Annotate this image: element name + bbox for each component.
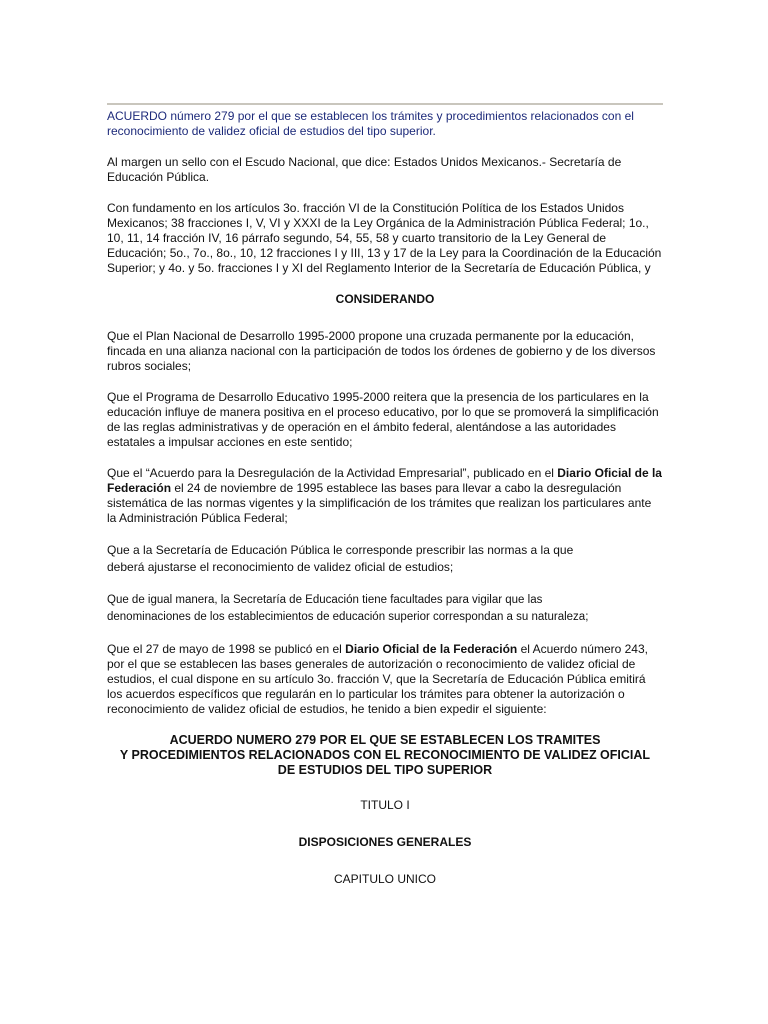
document-page bbox=[107, 103, 663, 909]
paragraph-desregulacion-after: el 24 de noviembre de 1995 establece las bases para llevar a cabo la desregulación sistemática de las normas vigentes y la simplificación de los trámites que realizan los particulares ante la Administración Pública Federal; bbox=[107, 481, 652, 525]
paragraph-mayo-bold: Diario Oficial de la Federación bbox=[345, 642, 518, 656]
paragraph-margen: Al margen un sello con el Escudo Nacional, que dice: Estados Unidos Mexicanos.- Secretaría de Educación Pública. bbox=[107, 155, 622, 184]
paragraph-igual-line1: Que de igual manera, la Secretaría de Educación tiene facultades para vigilar que las bbox=[107, 594, 543, 606]
paragraph-programa: Que el Programa de Desarrollo Educativo 1995-2000 reitera que la presencia de los particulares en la educación influye de manera positiva en el proceso educativo, por lo que se promoverá la simplificación de las reglas administrativas y de operación en el ámbito federal, alentándose a las autoridades estatales a impulsar acciones en este sentido; bbox=[107, 390, 659, 449]
main-title-line2: Y PROCEDIMIENTOS RELACIONADOS CON EL RECONOCIMIENTO DE VALIDEZ OFICIAL bbox=[119, 748, 651, 762]
paragraph-secretaria bbox=[107, 542, 663, 576]
paragraph-igual-line2: denominaciones de los establecimientos de educación superior correspondan a su naturaleza; bbox=[107, 611, 589, 623]
titulo: TITULO I bbox=[360, 798, 410, 812]
paragraph-mayo-before: Que el 27 de mayo de 1998 se publicó en el bbox=[107, 642, 346, 656]
paragraph-desregulacion-bold: Diario Oficial de la Federación bbox=[107, 466, 662, 495]
paragraph-desregulacion bbox=[107, 466, 663, 526]
paragraph-mayo bbox=[107, 642, 663, 717]
capitulo: CAPITULO UNICO bbox=[333, 872, 436, 886]
main-title-line1: ACUERDO NUMERO 279 POR EL QUE SE ESTABLECEN LOS TRAMITES bbox=[169, 733, 601, 747]
document-title[interactable]: ACUERDO número 279 por el que se establecen los trámites y procedimientos relacionados con el reconocimiento de validez oficial de estudios del tipo superior. bbox=[107, 109, 634, 138]
paragraph-plan: Que el Plan Nacional de Desarrollo 1995-2000 propone una cruzada permanente por la educación, fincada en una alianza nacional con la participación de todos los órdenes de gobierno y de los diversos rubros sociales; bbox=[107, 329, 656, 373]
paragraph-mayo-after: el Acuerdo número 243, por el que se establecen las bases generales de autorización o reconocimiento de validez oficial de estudios, el cual dispone en su artículo 3o. fracción V, que la Secretaría de Educación Pública emitirá los acuerdos específicos que regularán en lo particular los trámites para obtener la autorización o reconocimiento de validez oficial de estudios, he tenido a bien expedir el siguiente: bbox=[107, 642, 648, 716]
paragraph-fundamento: Con fundamento en los artículos 3o. fracción VI de la Constitución Política de los Estados Unidos Mexicanos; 38 fracciones I, V, VI y XXXI de la Ley Orgánica de la Administración Pública Federal; 1o., 10, 11, 14 fracción IV, 16 párrafo segundo, 54, 55, 58 y cuarto transitorio de la Ley General de Educación; 5o., 7o., 8o., 10, 12 fracciones I y III, 13 y 17 de la Ley para la Coordinación de la Educación Superior; y 4o. y 5o. fracciones I y XI del Reglamento Interior de la Secretaría de Educación Pública, y bbox=[107, 201, 662, 275]
paragraph-secretaria-line1: Que a la Secretaría de Educación Pública le corresponde prescribir las normas a la que bbox=[107, 543, 574, 557]
paragraph-secretaria-line2: deberá ajustarse el reconocimiento de validez oficial de estudios; bbox=[107, 560, 454, 574]
paragraph-desregulacion-before: Que el “Acuerdo para la Desregulación de la Actividad Empresarial”, publicado en el bbox=[107, 466, 558, 480]
disposiciones-generales: DISPOSICIONES GENERALES bbox=[298, 835, 472, 849]
main-title bbox=[107, 733, 663, 778]
paragraph-igual bbox=[107, 592, 663, 626]
heading-considerando: CONSIDERANDO bbox=[335, 292, 435, 306]
top-divider bbox=[107, 103, 663, 105]
main-title-line3: DE ESTUDIOS DEL TIPO SUPERIOR bbox=[277, 763, 493, 777]
